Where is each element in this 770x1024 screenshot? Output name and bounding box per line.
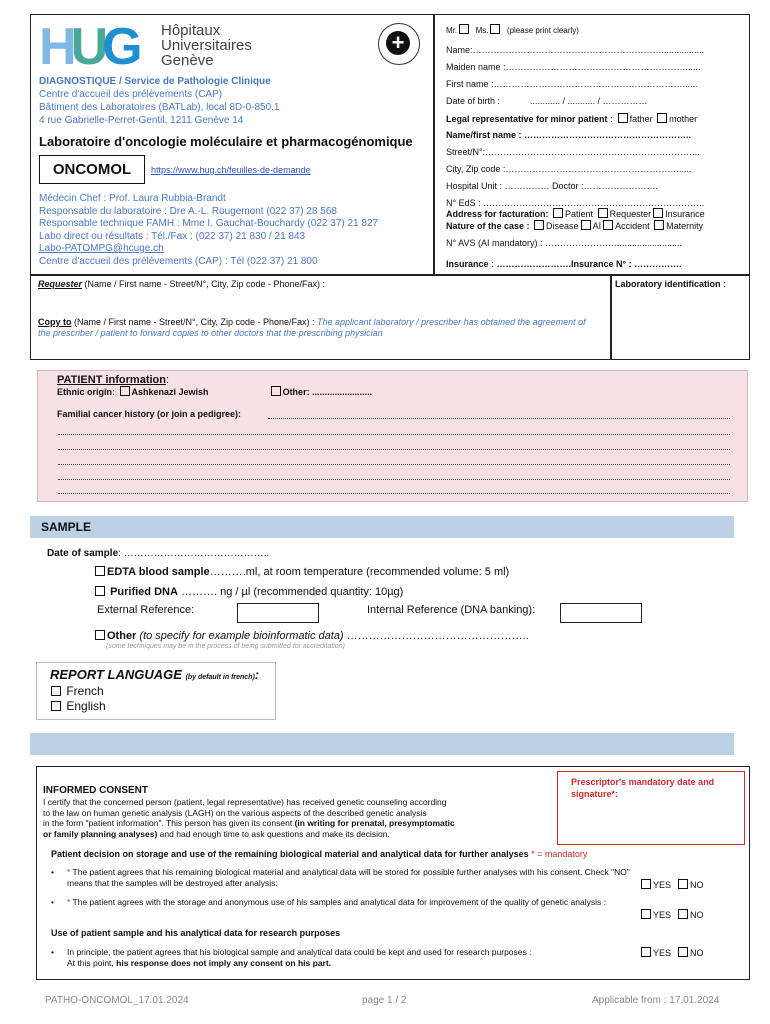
anonymous-use-item: • * The patient agrees with the storage and anonymous use of his samples and analytical data for improvement of the quality of genetic analysis : (51, 897, 606, 907)
department-block: DIAGNOSTIQUE / Service de Pathologie Clinique Centre d'accueil des prélèvements (CAP) Bâtiment des Laboratoires (BATLab), local 8D-0-850.1 4 rue Gabrielle-Perret-Gentil, 1211 Genève 14 (39, 76, 280, 126)
familial-line-3[interactable] (58, 453, 730, 465)
dna-checkbox[interactable] (95, 586, 105, 596)
familial-line-2[interactable] (58, 438, 730, 450)
research-no-checkbox[interactable] (678, 947, 688, 957)
staff-contacts: Médecin Chef : Prof. Laura Rubbia-Brandt Responsable du laboratoire : Dre A.-L. Rougemont (022 37) 28 568 Responsable technique FAMH : Mme I. Gauchat-Bouchardy (022 37) 21 827 Labo direct ou résultats : Tél./Fax : (022 37) 21 830 / 21 843 Labo-PATOMPG@hcuge.ch Centre d'accueil des prélèvements (CAP) : Tél (022 37) 21 800 (39, 193, 379, 267)
internal-ref-label: Internal Reference (DNA banking): (367, 604, 536, 616)
consent-text: I certify that the concerned person (patient, legal representative) has received genetic counseling according to the law on human genetic analysis (LAGH) on the various aspects of the described genetic analysis in the form "patient information". This person has given its consent (in writing for prenatal, presymptomatic or family planning analyses) and had enough time to ask questions and make its decision. (43, 797, 455, 839)
legal-rep-row: Legal representative for minor patient : father mother (446, 114, 698, 124)
familial-line-4[interactable] (58, 468, 730, 480)
test-name-box: ONCOMOL (39, 155, 145, 184)
lang-english-option[interactable]: English (49, 699, 106, 713)
requester-label: Requester (Name / First name - Street/N°, City, Zip code - Phone/Fax) : (38, 279, 326, 289)
familial-line-5[interactable] (58, 482, 730, 494)
father-checkbox[interactable] (618, 113, 628, 123)
storage-yes-checkbox[interactable] (641, 879, 651, 889)
avs-field[interactable]: N° AVS (AI mandatory) : …………………….......................... (446, 238, 682, 248)
hug-logo: HUG (39, 18, 137, 76)
sample-section-bar: SAMPLE (30, 516, 734, 538)
street-field[interactable]: Street/N°:……………………………………………………………... (446, 147, 700, 157)
first-name-field[interactable]: First name :………………………………………………………...... (446, 79, 698, 89)
edta-row: EDTA blood sample……….ml, at room temperature (recommended volume: 5 ml) (93, 566, 509, 578)
name-first-field[interactable]: Name/first name : ……………………………………………….. (446, 130, 692, 140)
separator-bar (30, 733, 734, 755)
hospital-doctor-field[interactable]: Hospital Unit : …………… Doctor :……………………. (446, 181, 659, 191)
eds-field[interactable]: N° EdS : ……………………………………………………………….. (446, 198, 705, 208)
lang-french-option[interactable]: French (49, 684, 104, 698)
dob-field[interactable]: Date of birth : ............ / ........... / …………… (446, 96, 648, 106)
familial-line-0[interactable] (268, 407, 730, 419)
footer-applicable: Applicable from : 17.01.2024 (592, 995, 720, 1006)
maiden-name-field[interactable]: Maiden name :……………………………………………………...... (446, 62, 701, 72)
storage-item: • * The patient agrees that his remaining biological material and analytical data will be stored for possible further analyses with his consent. Check "NO" means that the samples will be destroyed after analysis: (51, 867, 630, 888)
internal-ref-input[interactable] (560, 603, 642, 623)
english-checkbox[interactable] (51, 701, 61, 711)
institution-name: Hôpitaux Universitaires Genève (161, 22, 252, 69)
fact-requester-checkbox[interactable] (598, 208, 608, 218)
storage-no-checkbox[interactable] (678, 879, 688, 889)
anonymous-no-checkbox[interactable] (678, 909, 688, 919)
mr-checkbox[interactable] (459, 24, 469, 34)
copy-to-label: Copy to (Name / First name - Street/N°, City, Zip code - Phone/Fax) : The applicant laboratory / prescriber has obtained the agreement of the prescriber / patient to forward copies to other doctors that the prescribing physician (38, 317, 586, 338)
ms-checkbox[interactable] (490, 24, 500, 34)
header-left-panel (30, 14, 435, 276)
lab-title: Laboratoire d'oncologie moléculaire et pharmacogénomique (39, 134, 413, 149)
report-language-box: REPORT LANGUAGE (by default in french): French English (36, 662, 276, 720)
edta-checkbox[interactable] (95, 566, 105, 576)
email-link[interactable]: Labo-PATOMPG@hcuge.ch (39, 243, 164, 254)
nature-row: Nature of the case : Disease AI Accident Maternity (446, 221, 704, 231)
french-checkbox[interactable] (51, 686, 61, 696)
lab-identification-box: Laboratory identification : (610, 274, 750, 360)
nature-accident-checkbox[interactable] (603, 220, 613, 230)
footer-page: page 1 / 2 (362, 995, 407, 1006)
nature-maternity-checkbox[interactable] (654, 220, 664, 230)
nature-ai-checkbox[interactable] (581, 220, 591, 230)
other-ethnic-checkbox[interactable] (271, 386, 281, 396)
date-of-sample-field[interactable]: Date of sample: …………………………………….. (47, 548, 270, 559)
salutation-row: Mr. Ms. (please print clearly) (446, 26, 579, 35)
ashkenazi-checkbox[interactable] (120, 386, 130, 396)
anonymous-yes-checkbox[interactable] (641, 909, 651, 919)
other-sample-checkbox[interactable] (95, 630, 105, 640)
ethnic-row: Ethnic origin: Ashkenazi Jewish Other: ........................ (57, 387, 373, 397)
mother-checkbox[interactable] (657, 113, 667, 123)
anonymous-yes-no: YES NO (639, 909, 704, 920)
familial-line-1[interactable] (58, 423, 730, 435)
research-yes-no: YES NO (639, 947, 704, 958)
request-forms-link[interactable]: https://www.hug.ch/feuilles-de-demande (151, 165, 311, 175)
city-field[interactable]: City, Zip code :…………………………………………………...... (446, 164, 692, 174)
fact-patient-checkbox[interactable] (553, 208, 563, 218)
informed-consent-box: INFORMED CONSENT I certify that the concerned person (patient, legal representative) has received genetic counseling according to the law on human genetic analysis (LAGH) on the various aspects of the described genetic analysis in the form "patient information". This person has given its consent (in writing for prenatal, presymptomatic or family planning analyses) and had enough time to ask questions and make its decision. Patient decision on storage and use of the remaining biological material and analytical data for further analyses * = mandatory • * The patient agrees that his remaining biological material and analytical data will be stored for possible further analyses with his consent. Check "NO" means that the samples will be destroyed after analysis: YES NO • * The patient agrees with the storage and anonymous use of his samples and analytical data for improvement of the quality of genetic analysis : YES NO Use of patient sample and his analytical data for research purposes • In principle, the patient agrees that his biological sample and analytical data could be kept and used for research purposes : At this point, his response does not imply any consent on his part. YES NO (36, 766, 750, 980)
fact-insurance-checkbox[interactable] (653, 208, 663, 218)
other-sample-row: Other (to specify for example bioinformatic data) ………………………………………….. (93, 630, 529, 642)
storage-yes-no: YES NO (639, 879, 704, 890)
cross-seal-icon: + (378, 23, 420, 65)
footer-doc-id: PATHO-ONCOMOL_17.01.2024 (45, 995, 189, 1006)
external-ref-label: External Reference: (97, 604, 195, 616)
name-field[interactable]: Name:………………………………………………………................. (446, 45, 705, 55)
dna-row: Purified DNA ………. ng / µl (recommended quantity: 10µg) (93, 586, 403, 598)
patient-form-panel (433, 14, 750, 276)
research-item: • In principle, the patient agrees that his biological sample and analytical data could be kept and used for research purposes : At this point, his response does not imply any consent on his part. (51, 947, 532, 968)
external-ref-input[interactable] (237, 603, 319, 623)
research-yes-checkbox[interactable] (641, 947, 651, 957)
insurance-field[interactable]: Insurance : …………………….Insurance N° : ……………. (446, 259, 682, 269)
accreditation-note: (some techniques may be in the process of being submitted for accreditation) (106, 643, 345, 650)
prescriber-signature-box[interactable]: Prescriptor's mandatory date and signature*: (557, 771, 745, 845)
facturation-row: Address for facturation: Patient Requester Insurance (446, 209, 705, 219)
patient-info-section: PATIENT information: Ethnic origin: Ashkenazi Jewish Other: ........................ Familial cancer history (or join a pedigree): (37, 370, 748, 502)
familial-history-label: Familial cancer history (or join a pedigree): (57, 409, 242, 419)
requester-box[interactable] (30, 274, 612, 360)
nature-disease-checkbox[interactable] (534, 220, 544, 230)
